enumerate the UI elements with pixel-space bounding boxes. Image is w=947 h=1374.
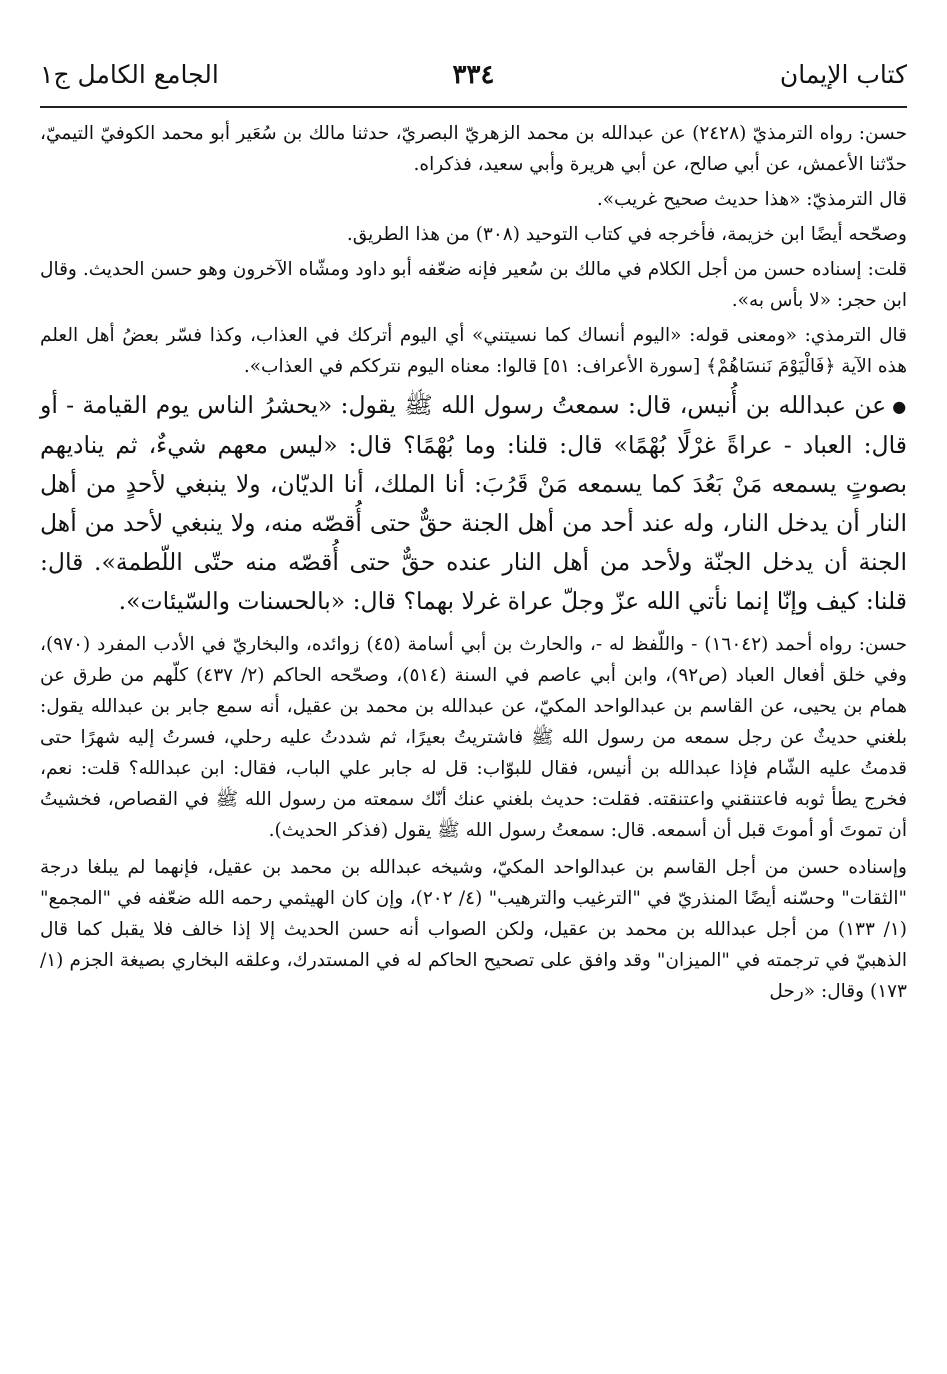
running-title: الجامع الكامل ج١ (40, 60, 219, 89)
takhrij-note: حسن: رواه الترمذيّ (٢٤٢٨) عن عبدالله بن محمد الزهريّ البصريّ، حدثنا مالك بن سُعَير أبو محمد الكوفيّ التيميّ، حدّثنا الأعمش، عن أبي صالح، عن أبي هريرة وأبي سعيد، فذكراه. (40, 123, 908, 175)
hadith-takhrij: حسن: رواه أحمد (١٦٠٤٢) - واللّفظ له -، والحارث بن أبي أسامة (٤٥) زوائده، والبخاريّ في الأدب المفرد (٩٧٠)، وفي خلق أفعال العباد (ص٩٢)، وابن أبي عاصم في السنة (٥١٤)، وصحّحه الحاكم (٢/ ٤٣٧) كلّهم من طرق عن همام بن يحيى، عن القاسم بن عبدالواحد المكيّ، عن عبدالله بن محمد بن عقيل، أنه سمع جابر بن عبدالله يقول: بلغني حديثٌ عن رجل سمعه من رسول الله ﷺ فاشتريتُ بعيرًا، ثم شددتُ عليه رحلي، فسرتُ إليه شهرًا حتى قدمتُ عليه الشّام فإذا عبدالله بن أنيس، فقال للبوّاب: قل له جابر علي الباب، فقال: ابن عبدالله؟ قلت: نعم، فخرج يطأ ثوبه فاعتنقني واعتنقته. فقلت: حديث بلغني عنك أنّك سمعته من رسول الله ﷺ في القصاص، فخشيتُ أن تموتَ أو أموتَ قبل أن أسمعه. قال: سمعتُ رسول الله ﷺ يقول (فذكر الحديث). (40, 634, 907, 841)
page-body (40, 118, 907, 1011)
isnad-comment: قلت: إسناده حسن من أجل الكلام في مالك بن سُعير فإنه ضعّفه أبو داود ومشّاه الآخرون وهو حسن الحديث. وقال ابن حجر: «لا بأس به». (40, 259, 907, 311)
bullet-icon: ● (892, 397, 907, 416)
tirmidhi-quote: قال الترمذيّ: «هذا حديث صحيح غريب». (596, 189, 907, 210)
hadith-text (40, 386, 907, 621)
header-rule (40, 106, 907, 108)
ibn-khuzaymah-note: وصحّحه أيضًا ابن خزيمة، فأخرجه في كتاب التوحيد (٣٠٨) من هذا الطريق. (346, 224, 907, 245)
book-title: كتاب الإيمان (779, 60, 907, 89)
isnad-assessment: وإسناده حسن من أجل القاسم بن عبدالواحد المكيّ، وشيخه عبدالله بن محمد بن عقيل، فإنهما لم يبلغا درجة "الثقات" وحسّنه أيضًا المنذريّ في "الترغيب والترهيب" (٤/ ٢٠٢)، وإن كان الهيثمي رحمه الله ضعّفه في "المجمع" (١/ ١٣٣) من أجل عبدالله بن محمد بن عقيل، ولكن الصواب أنه حسن الحديث إلا إذا خالف فلا يقبل كما قال الذهبيّ في ترجمته في "الميزان" وقد وافق على تصحيح الحاكم له في المستدرك، وعلقه البخاري بصيغة الجزم (١/ ١٧٣) وقال: «رحل (40, 857, 908, 1002)
hadith-body: عن عبدالله بن أُنيس، قال: سمعتُ رسول الله ﷺ يقول: «يحشرُ الناس يوم القيامة - أو قال: العباد - عراةً غرْلًا بُهْمًا» قال: قلنا: وما بُهْمًا؟ قال: «ليس معهم شيءٌ، ثم يناديهم بصوتٍ يسمعه مَنْ بَعُدَ كما يسمعه مَنْ قَرُبَ: أنا الملك، أنا الديّان، ولا ينبغي لأحدٍ من أهل النار أن يدخل النار، وله عند أحد من أهل الجنة حقٌّ حتى أُقصّه منه، ولا ينبغي لأحد من أهل الجنة أن يدخل الجنّة ولأحد من أهل النار عنده حقٌّ حتى أُقصّه منه حتّى اللّطمة». قال: قلنا: كيف وإنّا إنما نأتي الله عزّ وجلّ عراة غرلا بهما؟ قال: «بالحسنات والسّيئات». (40, 391, 907, 615)
page-header (40, 58, 907, 106)
page-number: ٣٣٤ (452, 60, 495, 90)
tirmidhi-explanation: قال الترمذي: «ومعنى قوله: «اليوم أنساك كما نسيتني» أي اليوم أتركك في العذاب، وكذا فسّر بعضُ أهل العلم هذه الآية ﴿فَالْيَوْمَ نَنسَاهُمْ﴾ [سورة الأعراف: ٥١] قالوا: معناه اليوم نترككم في العذاب». (40, 325, 907, 377)
